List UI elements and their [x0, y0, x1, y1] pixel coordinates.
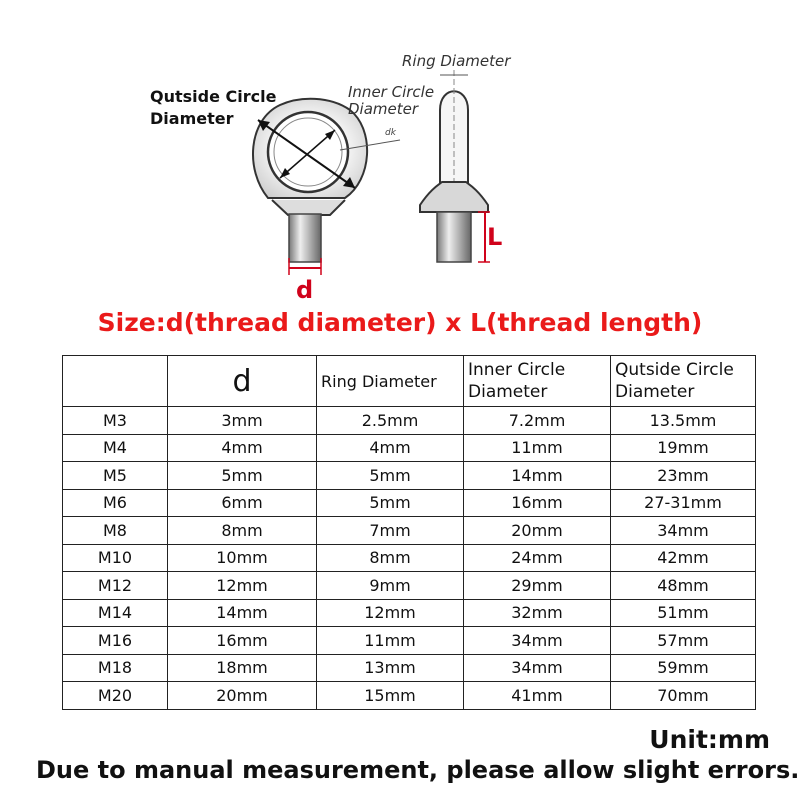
- d-dimension-label: d: [296, 276, 314, 304]
- table-cell: 48mm: [611, 572, 756, 600]
- table-cell: 41mm: [464, 682, 611, 710]
- table-row: [63, 572, 756, 600]
- eye-bolt-drawing: [0, 0, 800, 310]
- table-cell: 14mm: [168, 599, 317, 627]
- table-cell: 16mm: [168, 627, 317, 655]
- table-cell: 29mm: [464, 572, 611, 600]
- header-outside-circle-diameter: Qutside Circle Diameter: [611, 356, 756, 407]
- unit-label: Unit:mm: [649, 725, 770, 754]
- table-cell: 6mm: [168, 489, 317, 517]
- inner-circle-label: Inner Circle Diameter: [348, 83, 435, 118]
- table-cell: 5mm: [168, 462, 317, 490]
- table-cell: 27-31mm: [611, 489, 756, 517]
- table-cell: 5mm: [317, 462, 464, 490]
- table-cell: M10: [63, 544, 168, 572]
- table-cell: 12mm: [317, 599, 464, 627]
- L-dimension-label: L: [487, 223, 503, 251]
- table-cell: 34mm: [464, 627, 611, 655]
- table-cell: 57mm: [611, 627, 756, 655]
- table-cell: 12mm: [168, 572, 317, 600]
- table-cell: 4mm: [168, 434, 317, 462]
- measurement-note: Due to manual measurement, please allow slight errors.: [36, 756, 800, 784]
- table-cell: 5mm: [317, 489, 464, 517]
- table-cell: 2.5mm: [317, 407, 464, 435]
- table-row: [63, 407, 756, 435]
- table-header-row: [63, 356, 756, 407]
- table-row: [63, 544, 756, 572]
- header-ring-diameter: Ring Diameter: [317, 356, 464, 407]
- table-cell: 20mm: [464, 517, 611, 545]
- ring-diameter-label: Ring Diameter: [402, 52, 511, 70]
- table-cell: 24mm: [464, 544, 611, 572]
- dk-label: dk: [385, 128, 396, 138]
- table-row: [63, 654, 756, 682]
- table-row: [63, 462, 756, 490]
- table-cell: 9mm: [317, 572, 464, 600]
- table-cell: 34mm: [611, 517, 756, 545]
- table-cell: 3mm: [168, 407, 317, 435]
- header-inner-circle-diameter: Inner Circle Diameter: [464, 356, 611, 407]
- table-cell: 42mm: [611, 544, 756, 572]
- table-cell: 13mm: [317, 654, 464, 682]
- table-row: [63, 599, 756, 627]
- table-cell: 11mm: [317, 627, 464, 655]
- table-cell: M18: [63, 654, 168, 682]
- table-cell: M4: [63, 434, 168, 462]
- table-cell: 16mm: [464, 489, 611, 517]
- table-row: [63, 517, 756, 545]
- table-cell: 20mm: [168, 682, 317, 710]
- table-cell: M3: [63, 407, 168, 435]
- table-cell: 14mm: [464, 462, 611, 490]
- table-cell: 4mm: [317, 434, 464, 462]
- outside-circle-label: Qutside Circle Diameter: [150, 87, 277, 128]
- table-cell: M5: [63, 462, 168, 490]
- table-cell: 8mm: [317, 544, 464, 572]
- table-cell: 8mm: [168, 517, 317, 545]
- table-cell: 23mm: [611, 462, 756, 490]
- table-cell: 32mm: [464, 599, 611, 627]
- table-cell: 34mm: [464, 654, 611, 682]
- header-blank: [63, 356, 168, 407]
- table-cell: 51mm: [611, 599, 756, 627]
- spec-table: [62, 355, 756, 710]
- table-cell: M20: [63, 682, 168, 710]
- table-cell: 18mm: [168, 654, 317, 682]
- table-cell: 7.2mm: [464, 407, 611, 435]
- table-cell: 19mm: [611, 434, 756, 462]
- table-cell: 11mm: [464, 434, 611, 462]
- table-row: [63, 682, 756, 710]
- table-cell: M8: [63, 517, 168, 545]
- table-cell: M6: [63, 489, 168, 517]
- header-d: d: [168, 356, 317, 407]
- table-row: [63, 627, 756, 655]
- table-cell: 15mm: [317, 682, 464, 710]
- table-cell: 70mm: [611, 682, 756, 710]
- table-cell: 7mm: [317, 517, 464, 545]
- table-cell: 59mm: [611, 654, 756, 682]
- table-cell: M14: [63, 599, 168, 627]
- table-cell: 10mm: [168, 544, 317, 572]
- eye-bolt-diagram: [0, 0, 800, 310]
- table-cell: 13.5mm: [611, 407, 756, 435]
- table-row: [63, 489, 756, 517]
- table-cell: M16: [63, 627, 168, 655]
- table-cell: M12: [63, 572, 168, 600]
- size-headline: Size:d(thread diameter) x L(thread length): [97, 308, 703, 337]
- table-row: [63, 434, 756, 462]
